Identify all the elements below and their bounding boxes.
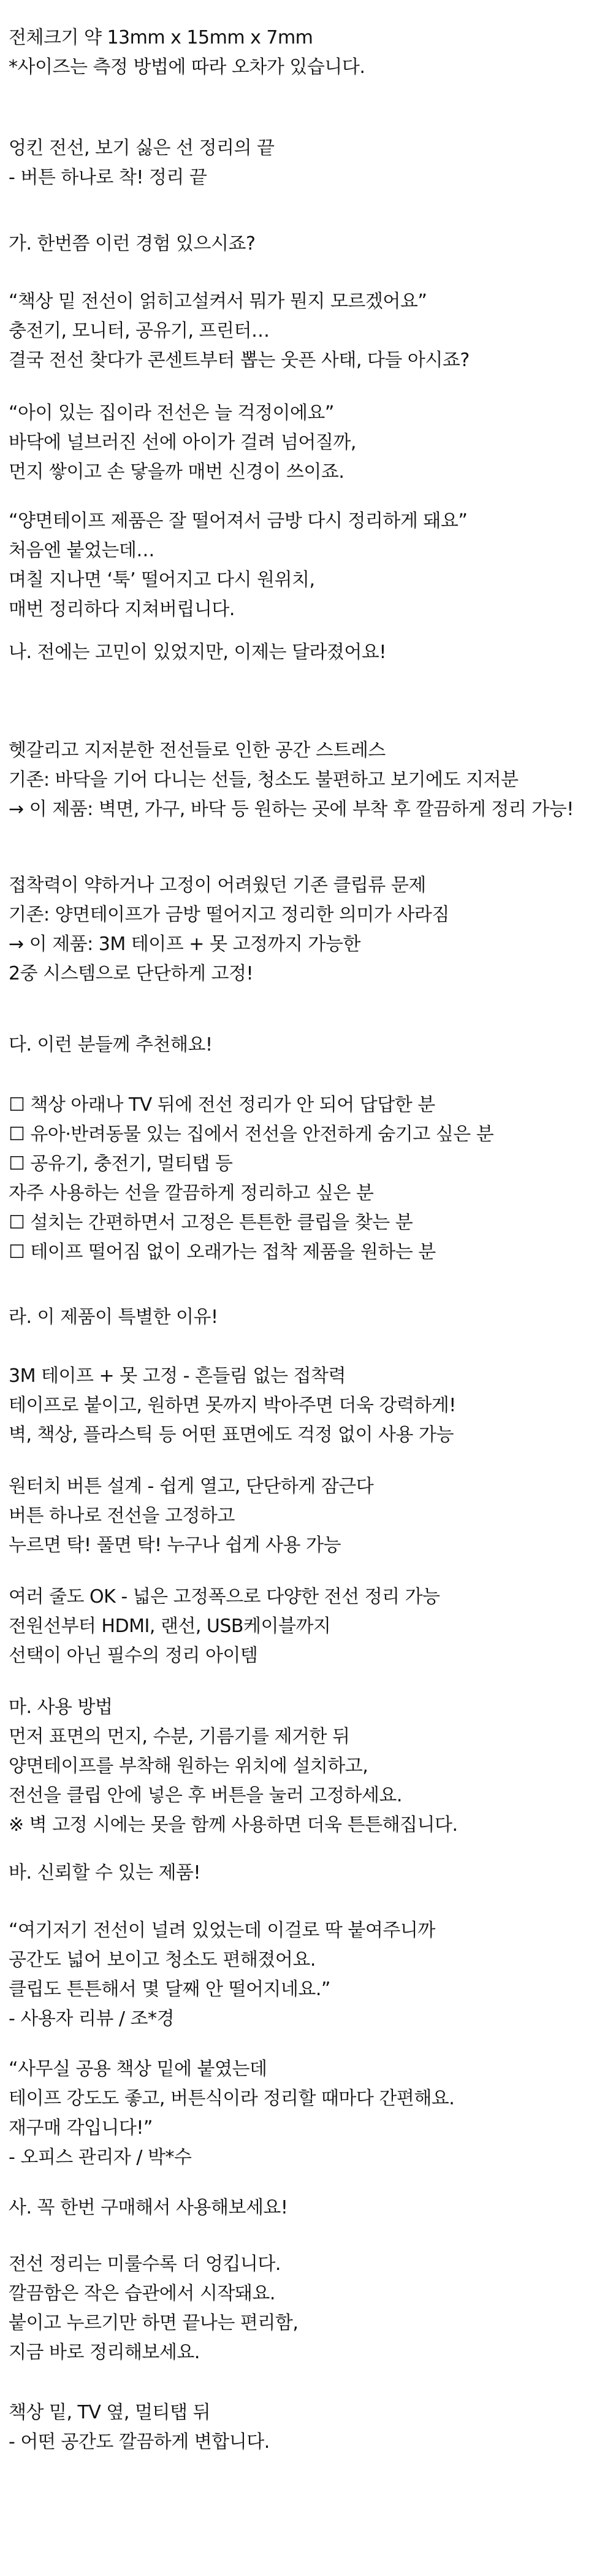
text-block: [9, 507, 467, 624]
text-block: [9, 399, 356, 487]
text-line: 헷갈리고 지저분한 전선들로 인한 공간 스트레스: [9, 740, 386, 761]
text-line: 접착력이 약하거나 고정이 어려웠던 기존 클립류 문제: [9, 875, 426, 896]
text-line: 버튼 하나로 전선을 고정하고: [9, 1505, 235, 1527]
text-line: 바. 신뢰할 수 있는 제품!: [9, 1862, 201, 1884]
text-line: ☐ 설치는 간편하면서 고정은 튼튼한 클립을 찾는 분: [9, 1212, 413, 1233]
text-block: [9, 736, 574, 824]
text-line: - 사용자 리뷰 / 조*경: [9, 2008, 174, 2030]
text-block: [9, 2250, 298, 2367]
text-line: 며칠 지나면 ‘툭’ 떨어지고 다시 원위치,: [9, 569, 315, 591]
text-line: ☐ 공유기, 충전기, 멀티탭 등: [9, 1153, 233, 1175]
text-line: 2중 시스템으로 단단하게 고정!: [9, 963, 253, 984]
text-line: 벽, 책상, 플라스틱 등 어떤 표면에도 걱정 없이 사용 가능: [9, 1424, 454, 1446]
text-line: 선택이 아닌 필수의 정리 아이템: [9, 1645, 258, 1666]
text-line: 책상 밑, TV 옆, 멀티탭 뒤: [9, 2402, 210, 2423]
text-line: 재구매 각입니다!”: [9, 2117, 153, 2139]
text-line: 기존: 바닥을 기어 다니는 선들, 청소도 불편하고 보기에도 지저분: [9, 769, 519, 791]
text-line: 바닥에 널브러진 선에 아이가 걸려 넘어질까,: [9, 432, 356, 453]
text-line: 가. 한번쯤 이런 경험 있으시죠?: [9, 233, 256, 255]
text-line: 매번 정리하다 지쳐버립니다.: [9, 599, 235, 620]
text-line: 원터치 버튼 설계 - 쉽게 열고, 단단하게 잠근다: [9, 1476, 374, 1497]
text-line: 마. 사용 방법: [9, 1696, 113, 1718]
text-line: 자주 사용하는 선을 깔끔하게 정리하고 싶은 분: [9, 1183, 374, 1204]
text-block: [9, 1030, 212, 1060]
text-line: 먼저 표면의 먼지, 수분, 기름기를 제거한 뒤: [9, 1726, 350, 1747]
text-line: 라. 이 제품이 특별한 이유!: [9, 1306, 218, 1328]
text-line: 지금 바로 정리해보세요.: [9, 2342, 200, 2363]
text-line: → 이 제품: 벽면, 가구, 바닥 등 원하는 곳에 부착 후 깔끔하게 정리 가능!: [9, 799, 574, 820]
text-line: ☐ 테이프 떨어짐 없이 오래가는 접착 제품을 원하는 분: [9, 1241, 436, 1263]
text-block: [9, 2055, 454, 2172]
text-line: 다. 이런 분들께 추천해요!: [9, 1034, 213, 1056]
text-line: “책상 밑 전선이 얽히고설켜서 뭐가 뭔지 모르겠어요”: [9, 291, 427, 312]
text-line: 테이프로 붙이고, 원하면 못까지 박아주면 더욱 강력하게!: [9, 1395, 456, 1416]
text-block: [9, 23, 365, 82]
text-block: [9, 134, 275, 193]
text-block: [9, 1091, 493, 1267]
text-line: - 버튼 하나로 착! 정리 끝: [9, 167, 207, 188]
text-line: - 오피스 관리자 / 박*수: [9, 2147, 192, 2168]
text-line: 충전기, 모니터, 공유기, 프린터…: [9, 320, 270, 342]
text-line: ※ 벽 고정 시에는 못을 함께 사용하면 더욱 튼튼해집니다.: [9, 1814, 458, 1836]
text-line: 공간도 넓어 보이고 청소도 편해졌어요.: [9, 1949, 316, 1971]
text-line: 먼지 쌓이고 손 닿을까 매번 신경이 쓰이죠.: [9, 461, 345, 483]
text-line: 여러 줄도 OK - 넓은 고정폭으로 다양한 전선 정리 가능: [9, 1586, 440, 1608]
text-line: 전원선부터 HDMI, 랜선, USB케이블까지: [9, 1616, 331, 1637]
text-line: ☐ 책상 아래나 TV 뒤에 전선 정리가 안 되어 답답한 분: [9, 1094, 435, 1116]
text-line: 전선 정리는 미룰수록 더 엉킵니다.: [9, 2253, 281, 2275]
text-line: 결국 전선 찾다가 콘센트부터 뽑는 웃픈 사태, 다들 아시죠?: [9, 350, 470, 371]
text-line: “양면테이프 제품은 잘 떨어져서 금방 다시 정리하게 돼요”: [9, 510, 468, 532]
text-block: [9, 1916, 435, 2034]
text-line: 엉킨 전선, 보기 싫은 선 정리의 끝: [9, 137, 275, 159]
text-line: 테이프 강도도 좋고, 버튼식이라 정리할 때마다 간편해요.: [9, 2088, 455, 2109]
text-line: ☐ 유아·반려동물 있는 집에서 전선을 안전하게 숨기고 싶은 분: [9, 1124, 494, 1145]
text-line: 나. 전에는 고민이 있었지만, 이제는 달라졌어요!: [9, 642, 386, 663]
text-block: [9, 229, 255, 259]
text-line: 붙이고 누르기만 하면 끝나는 편리함,: [9, 2312, 299, 2334]
text-block: [9, 1362, 456, 1450]
text-line: “사무실 공용 책상 밑에 붙였는데: [9, 2058, 267, 2080]
text-line: 처음엔 붙었는데…: [9, 540, 154, 561]
text-block: [9, 1303, 218, 1332]
text-block: [9, 2193, 287, 2223]
text-line: 누르면 탁! 풀면 탁! 누구나 쉽게 사용 가능: [9, 1535, 341, 1556]
text-line: *사이즈는 측정 방법에 따라 오차가 있습니다.: [9, 56, 365, 78]
text-block: [9, 1582, 440, 1671]
text-line: 사. 꼭 한번 구매해서 사용해보세요!: [9, 2197, 288, 2218]
text-line: → 이 제품: 3M 테이프 + 못 고정까지 가능한: [9, 933, 360, 955]
text-line: “여기저기 전선이 널려 있었는데 이걸로 딱 붙여주니까: [9, 1920, 435, 1941]
text-block: [9, 1858, 200, 1888]
text-block: [9, 1472, 373, 1560]
text-block: [9, 1693, 458, 1840]
text-line: 전선을 클립 안에 넣은 후 버튼을 눌러 고정하세요.: [9, 1785, 402, 1806]
text-line: “아이 있는 집이라 전선은 늘 걱정이에요”: [9, 402, 334, 424]
text-line: 양면테이프를 부착해 원하는 위치에 설치하고,: [9, 1755, 368, 1777]
text-line: - 어떤 공간도 깔끔하게 변합니다.: [9, 2431, 270, 2453]
text-line: 깔끔함은 작은 습관에서 시작돼요.: [9, 2283, 275, 2304]
text-block: [9, 871, 449, 989]
text-line: 전체크기 약 13mm x 15mm x 7mm: [9, 27, 313, 48]
text-line: 3M 테이프 + 못 고정 - 흔들림 없는 접착력: [9, 1365, 346, 1387]
text-line: 클립도 튼튼해서 몇 달째 안 떨어지네요.”: [9, 1979, 330, 2000]
text-line: 기존: 양면테이프가 금방 떨어지고 정리한 의미가 사라짐: [9, 904, 449, 926]
text-block: [9, 638, 386, 667]
text-block: [9, 287, 470, 375]
text-block: [9, 2398, 270, 2457]
